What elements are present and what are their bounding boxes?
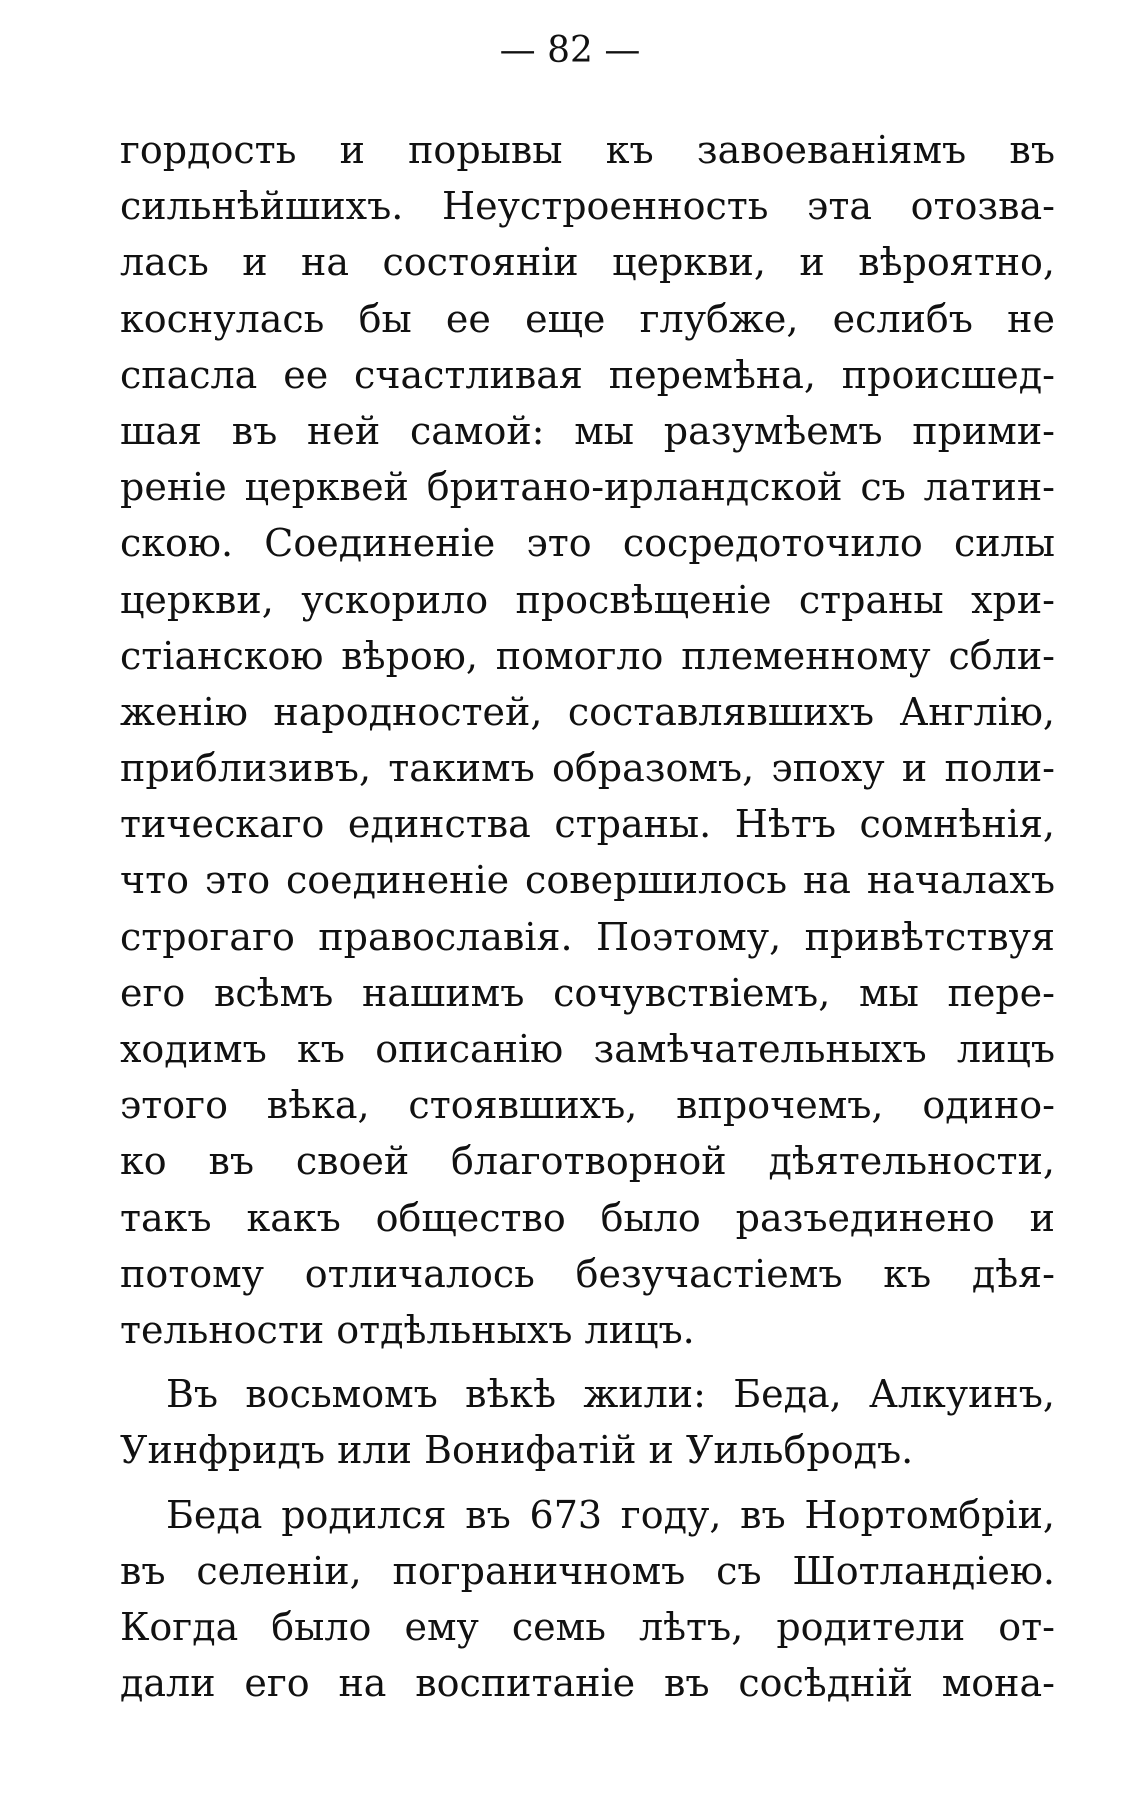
body-text (120, 122, 1055, 1719)
text-line: женію народностей, составлявшихъ Англію, (120, 689, 1055, 734)
text-line: лась и на состояніи церкви, и вѣроятно, (120, 240, 1055, 285)
page-number: — 82 — (499, 30, 641, 71)
text-line: что это соединеніе совершилось на началахъ (120, 858, 1055, 903)
text-line: въ селеніи, пограничномъ съ Шотландіею. (120, 1548, 1055, 1593)
text-line: приблизивъ, такимъ образомъ, эпоху и поли- (120, 746, 1055, 791)
text-line: Въ восьмомъ вѣкѣ жили: Беда, Алкуинъ, (166, 1372, 1055, 1417)
text-line: шая въ ней самой: мы разумѣемъ прими- (120, 408, 1055, 453)
text-line: Уинфридъ или Вонифатій и Уильбродъ. (120, 1428, 914, 1473)
text-line: скою. Соединеніе это сосредоточило силы (120, 521, 1055, 566)
paragraph-2 (120, 1366, 1055, 1478)
paragraph-1 (120, 122, 1055, 1358)
text-line: этого вѣка, стоявшихъ, впрочемъ, одино- (120, 1083, 1055, 1128)
text-line: его всѣмъ нашимъ сочувствіемъ, мы пере- (120, 970, 1055, 1015)
text-line: такъ какъ общество было разъединено и (120, 1195, 1055, 1240)
text-line: сильнѣйшихъ. Неустроенность эта отозва- (120, 184, 1055, 229)
text-line: дали его на воспитаніе въ сосѣдній мона- (120, 1661, 1055, 1706)
text-line: спасла ее счастливая перемѣна, происшед- (120, 352, 1055, 397)
text-line: коснулась бы ее еще глубже, еслибъ не (120, 296, 1055, 341)
text-line: реніе церквей британо-ирландской съ латин- (120, 465, 1055, 510)
text-line: церкви, ускорило просвѣщеніе страны хри- (120, 577, 1055, 622)
text-line: ходимъ къ описанію замѣчательныхъ лицъ (120, 1027, 1055, 1071)
text-line: потому отличалось безучастіемъ къ дѣя- (120, 1251, 1055, 1296)
text-line: ко въ своей благотворной дѣятельности, (120, 1139, 1055, 1184)
text-line: стіанскою вѣрою, помогло племенному сбли- (120, 633, 1055, 678)
text-line: строгаго православія. Поэтому, привѣтствуя (120, 914, 1055, 959)
text-line: гордость и порывы къ завоеваніямъ въ (120, 128, 1055, 172)
paragraph-3 (120, 1487, 1055, 1712)
text-line: Когда было ему семь лѣтъ, родители от- (120, 1604, 1055, 1649)
text-line: тическаго единства страны. Нѣтъ сомнѣнія, (120, 802, 1055, 847)
text-line: тельности отдѣльныхъ лицъ. (120, 1307, 695, 1352)
text-line: Беда родился въ 673 году, въ Нортомбріи, (166, 1492, 1055, 1537)
